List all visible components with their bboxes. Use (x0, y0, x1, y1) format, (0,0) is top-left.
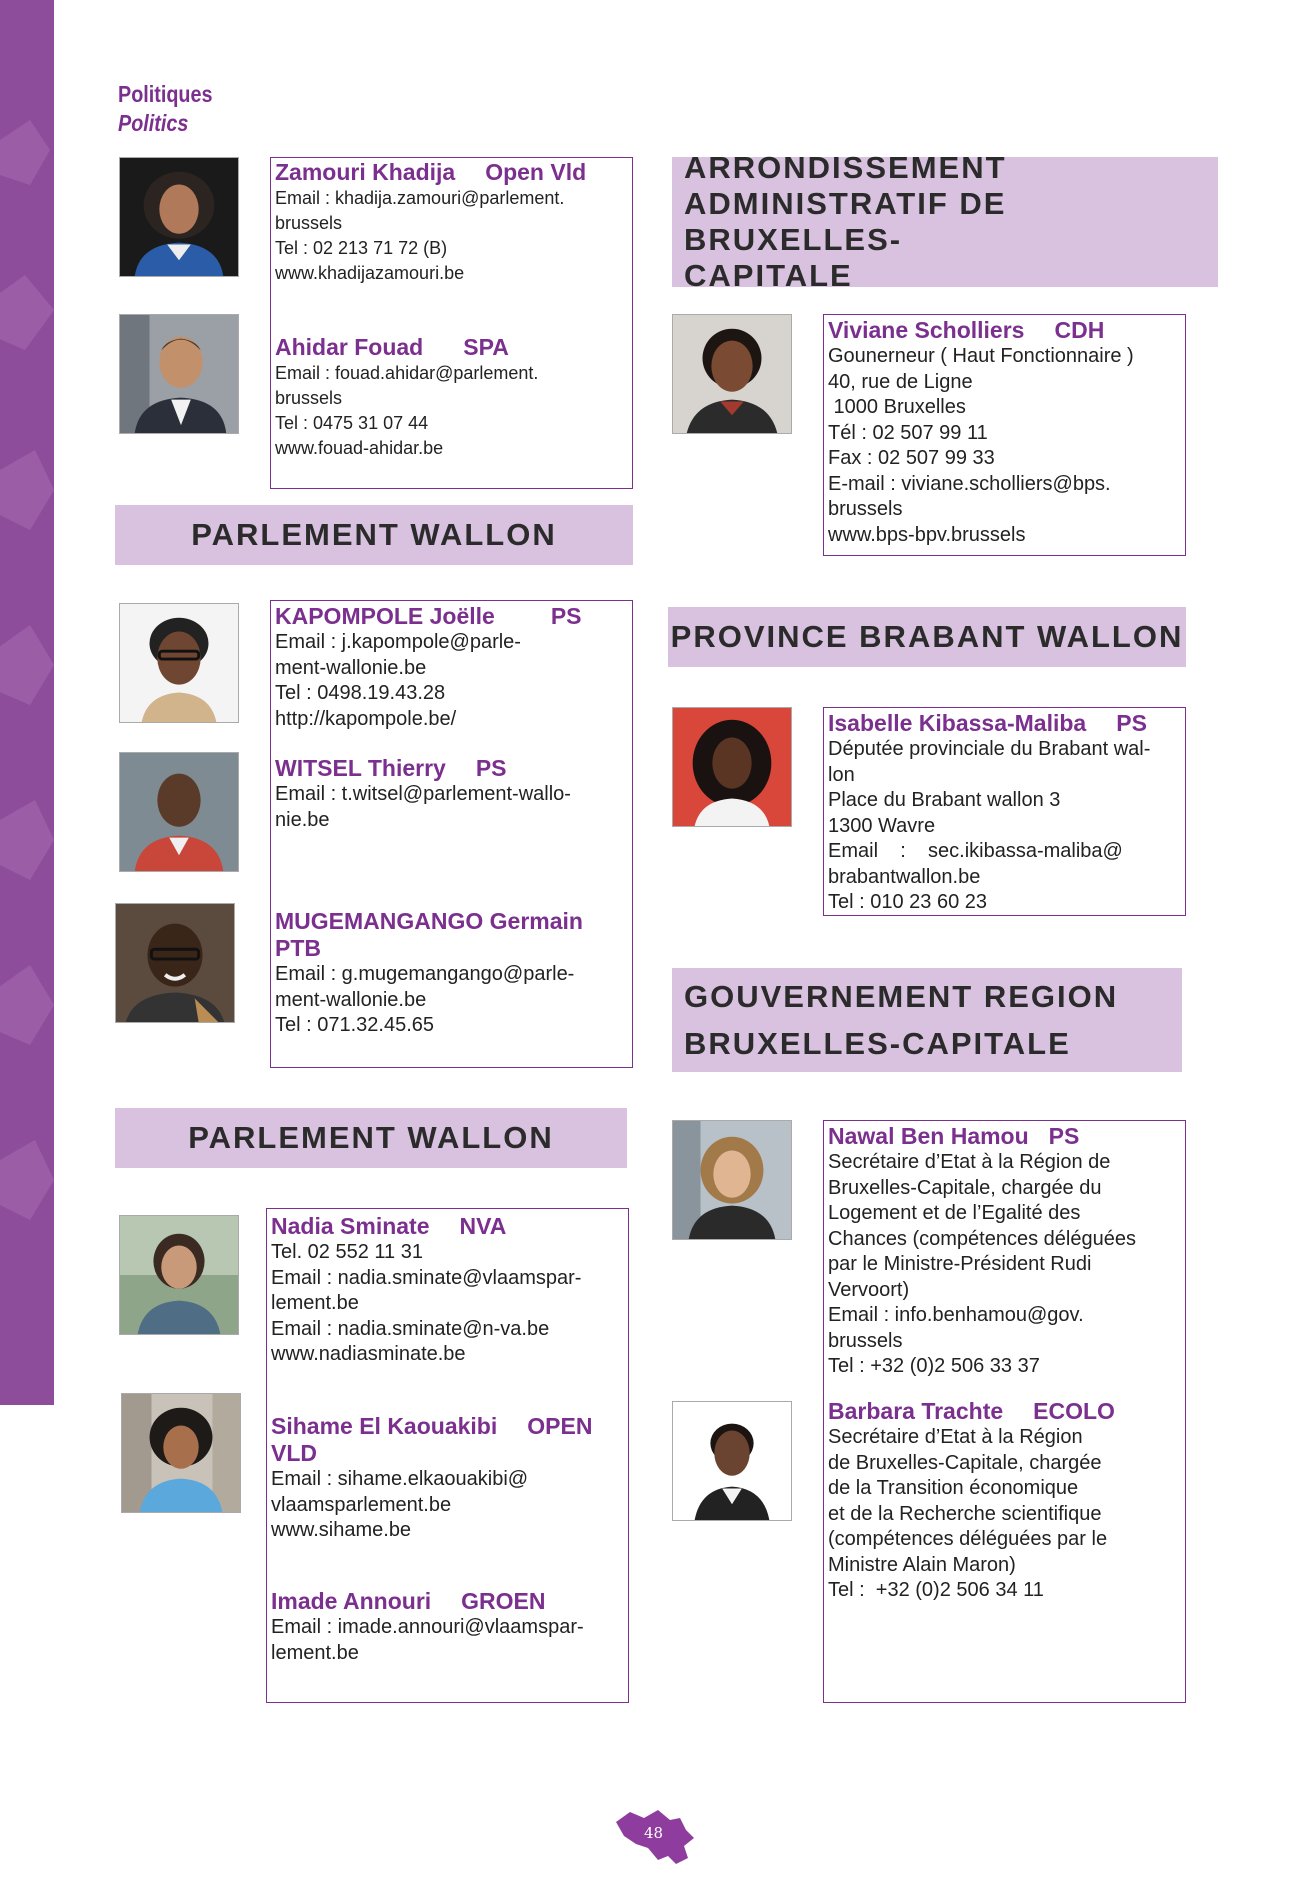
party-name-cont: VLD (271, 1440, 317, 1466)
party-name: SPA (463, 334, 509, 360)
email-line-cont: brabantwallon.be (828, 865, 981, 888)
role-line: Gounerneur ( Haut Fonctionnaire ) (828, 345, 1134, 367)
email-line: Email : info.benhamou@gov. (828, 1304, 1084, 1326)
email-line: Email : nadia.sminate@vlaamspar- (271, 1266, 582, 1289)
person-name: Nadia Sminate (271, 1213, 430, 1239)
photo-sminate (119, 1215, 239, 1335)
banner-arrondissement (672, 150, 1218, 293)
phone-line: Tel : +32 (0)2 506 33 37 (828, 1355, 1040, 1377)
entry-kapompole (275, 603, 582, 732)
banner-parlement-wallon-1-text: PARLEMENT WALLON (191, 517, 557, 552)
person-name: Isabelle Kibassa-Maliba (828, 710, 1087, 736)
email-line-2: Email : nadia.sminate@n-va.be (271, 1317, 550, 1340)
photo-benhamou (672, 1120, 792, 1240)
website-line: www.sihame.be (271, 1519, 412, 1541)
entry-witsel (275, 755, 571, 833)
person-name: WITSEL Thierry (275, 755, 446, 781)
photo-kapompole (119, 603, 239, 723)
person-name: KAPOMPOLE Joëlle (275, 603, 495, 629)
role-line: (compétences déléguées par le (828, 1528, 1108, 1550)
phone-line: Tel. 02 552 11 31 (271, 1241, 423, 1263)
fax-line: Fax : 02 507 99 33 (828, 447, 995, 469)
party-name: PS (475, 755, 507, 781)
address-line: 40, rue de Ligne (828, 370, 973, 393)
party-name: ECOLO (1033, 1398, 1115, 1424)
email-line: Email : imade.annouri@vlaamspar- (271, 1616, 584, 1638)
party-name: PTB (275, 935, 321, 961)
entry-kibassa (828, 710, 1150, 916)
email-line-cont: nie.be (275, 808, 330, 831)
email-line: Email : t.witsel@parlement-wallo- (275, 783, 571, 805)
banner-gouvernement-line2: BRUXELLES-CAPITALE (684, 1026, 1071, 1061)
party-name: GROEN (461, 1588, 546, 1614)
photo-kibassa (672, 707, 792, 827)
entry-name (275, 755, 571, 782)
website-line: http://kapompole.be/ (275, 707, 457, 730)
person-name: Zamouri Khadija (275, 159, 456, 185)
email-line-cont: brussels (275, 388, 343, 408)
party-name: PS (1048, 1123, 1080, 1149)
entry-mugemangango (275, 908, 583, 1039)
photo-zamouri (119, 157, 239, 277)
phone-line: Tel : +32 (0)2 506 34 11 (828, 1579, 1044, 1601)
banner-parlement-wallon-2-text: PARLEMENT WALLON (188, 1120, 554, 1155)
person-name: Viviane Scholliers (828, 317, 1025, 343)
email-line: Email : sihame.elkaouakibi@ (271, 1468, 529, 1490)
role-line: Chances (compétences déléguées (828, 1227, 1136, 1250)
email-line: Email : fouad.ahidar@parlement. (275, 363, 539, 383)
party-name: Open Vld (485, 159, 587, 185)
phone-line: Tel : 0475 31 07 44 (275, 413, 429, 433)
person-name: Imade Annouri (271, 1588, 432, 1614)
entry-name (275, 603, 582, 630)
entry-name (828, 317, 1134, 344)
role-line: Logement et de l’Egalité des (828, 1202, 1081, 1224)
person-name: MUGEMANGANGO Germain (275, 908, 583, 934)
role-line: Secrétaire d’Etat à la Région de (828, 1151, 1111, 1173)
role-line: Bruxelles-Capitale, chargée du (828, 1176, 1102, 1199)
person-name: Nawal Ben Hamou (828, 1123, 1029, 1149)
role-line: Vervoort) (828, 1278, 910, 1301)
phone-line: Tel : 010 23 60 23 (828, 891, 988, 913)
entry-scholliers (828, 317, 1134, 548)
entry-annouri (271, 1588, 584, 1666)
banner-parlement-wallon-2 (115, 1108, 627, 1168)
role-line: de Bruxelles-Capitale, chargée (828, 1451, 1102, 1474)
address-line: Place du Brabant wallon 3 (828, 789, 1061, 811)
photo-mugemangango (115, 903, 235, 1023)
entry-name (828, 710, 1150, 737)
entry-name (828, 1398, 1115, 1425)
banner-arrondissement-line3: CAPITALE (684, 258, 853, 293)
entry-zamouri (275, 159, 586, 286)
page-number: 48 (644, 1824, 664, 1842)
entry-name (271, 1213, 581, 1240)
email-line-cont: brussels (828, 1329, 903, 1352)
entry-name (271, 1413, 592, 1440)
banner-arrondissement-line2: ADMINISTRATIF DE BRUXELLES- (684, 186, 1007, 257)
role-line: et de la Recherche scientifique (828, 1502, 1102, 1525)
entry-ahidar (275, 334, 538, 461)
website-line: www.fouad-ahidar.be (275, 438, 444, 458)
email-line: Email : khadija.zamouri@parlement. (275, 188, 565, 208)
banner-province-text: PROVINCE BRABANT WALLON (670, 619, 1184, 654)
photo-trachte (672, 1401, 792, 1521)
entry-name (275, 908, 583, 935)
email-line-cont: ment-wallonie.be (275, 988, 427, 1011)
party-name: NVA (459, 1213, 507, 1239)
phone-line: Tel : 071.32.45.65 (275, 1014, 435, 1036)
entry-name (271, 1588, 584, 1615)
role-line: de la Transition économique (828, 1477, 1079, 1499)
role-line: Ministre Alain Maron) (828, 1553, 1016, 1576)
email-line-cont: brussels (275, 213, 343, 233)
decorative-sidebar (0, 0, 54, 1405)
page-number-badge (614, 1808, 696, 1866)
person-name: Ahidar Fouad (275, 334, 424, 360)
section-label-fr: Politiques (118, 81, 213, 107)
email-line-cont: lement.be (271, 1292, 359, 1314)
email-line: E-mail : viviane.scholliers@bps. (828, 472, 1111, 495)
banner-arrondissement-line1: ARRONDISSEMENT (684, 150, 1007, 185)
party-name: OPEN (527, 1413, 593, 1439)
entry-party-cont (271, 1440, 592, 1467)
section-label (118, 80, 213, 138)
banner-province (668, 607, 1186, 667)
section-label-en: Politics (118, 110, 189, 136)
entry-name (275, 334, 538, 361)
entry-benhamou (828, 1123, 1136, 1380)
party-name: CDH (1054, 317, 1105, 343)
entry-party (275, 935, 583, 962)
website-line: www.khadijazamouri.be (275, 263, 465, 283)
email-line-cont: vlaamsparlement.be (271, 1493, 452, 1516)
email-line: Email : sec.ikibassa-maliba@ (828, 840, 1123, 862)
phone-line: Tel : 0498.19.43.28 (275, 682, 446, 704)
website-line: www.nadiasminate.be (271, 1343, 466, 1365)
person-name: Barbara Trachte (828, 1398, 1004, 1424)
banner-parlement-wallon-1 (115, 505, 633, 565)
city-line: 1000 Bruxelles (828, 396, 966, 418)
role-line: Députée provinciale du Brabant wal- (828, 738, 1151, 760)
photo-kaouakibi (121, 1393, 241, 1513)
phone-line: Tel : 02 213 71 72 (B) (275, 238, 448, 258)
entry-name (275, 159, 586, 186)
party-name: PS (1116, 710, 1147, 736)
email-line: Email : j.kapompole@parle- (275, 631, 521, 653)
city-line: 1300 Wavre (828, 814, 936, 837)
party-name: PS (550, 603, 582, 629)
banner-gouvernement-line1: GOUVERNEMENT REGION (684, 979, 1119, 1014)
person-name: Sihame El Kaouakibi (271, 1413, 498, 1439)
role-line: Secrétaire d’Etat à la Région (828, 1426, 1083, 1448)
entry-name (828, 1123, 1136, 1150)
email-line-cont: brussels (828, 498, 903, 520)
photo-scholliers (672, 314, 792, 434)
entry-kaouakibi (271, 1413, 592, 1544)
entry-trachte (828, 1398, 1115, 1604)
role-line: par le Ministre-Président Rudi (828, 1253, 1092, 1275)
phone-line: Tél : 02 507 99 11 (828, 421, 988, 444)
banner-gouvernement (672, 968, 1182, 1072)
entry-sminate (271, 1213, 581, 1368)
email-line-cont: ment-wallonie.be (275, 656, 427, 679)
role-line-cont: lon (828, 763, 855, 786)
email-line-cont: lement.be (271, 1641, 359, 1664)
email-line: Email : g.mugemangango@parle- (275, 963, 575, 985)
photo-witsel (119, 752, 239, 872)
photo-ahidar (119, 314, 239, 434)
website-line: www.bps-bpv.brussels (828, 523, 1026, 546)
